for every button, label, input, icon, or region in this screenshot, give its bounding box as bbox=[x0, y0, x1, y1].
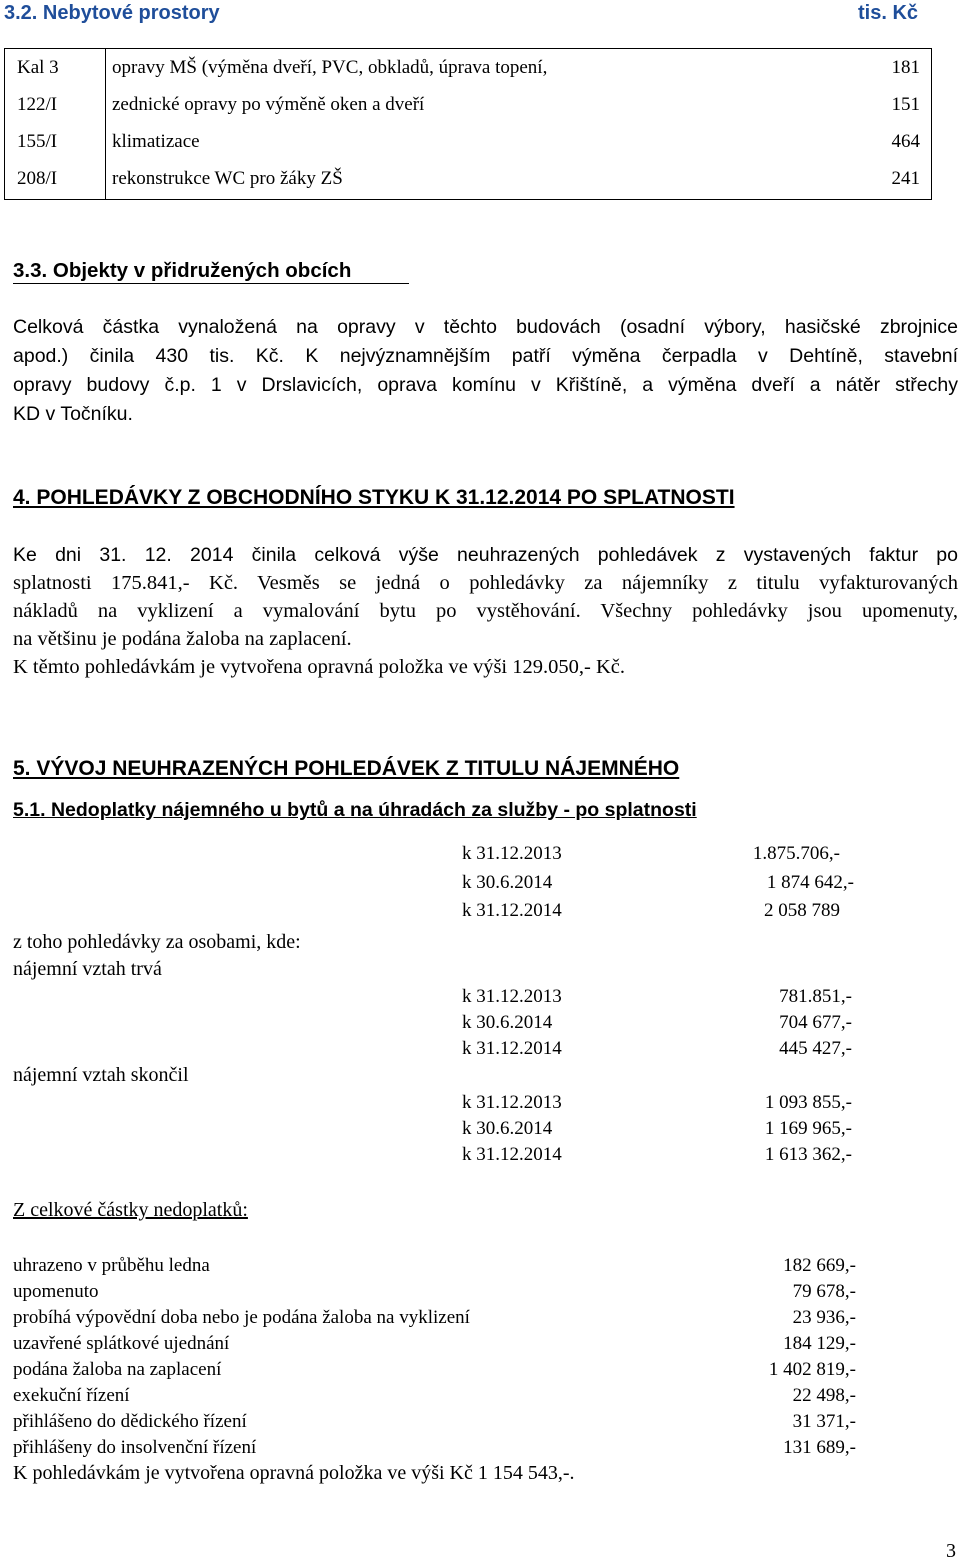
paragraph-line: K těmto pohledávkám je vytvořena opravná položka ve výši 129.050,- Kč. bbox=[13, 656, 625, 678]
section-3-2-title: 3.2. Nebytové prostory bbox=[4, 2, 220, 24]
summary-value: 31 371,- bbox=[792, 1411, 856, 1432]
total-value: 1 874 642,- bbox=[766, 872, 854, 893]
summary-value: 131 689,- bbox=[783, 1437, 856, 1458]
summary-value: 184 129,- bbox=[783, 1333, 856, 1354]
section-3-3-text bbox=[13, 313, 958, 429]
section-3-3-title: 3.3. Objekty v přidružených obcích bbox=[13, 259, 409, 284]
summary-label: upomenuto bbox=[13, 1281, 99, 1302]
row-code: 122/I bbox=[17, 94, 58, 115]
row-description: opravy MŠ (výměna dveří, PVC, obkladů, úprava topení, bbox=[112, 57, 548, 78]
summary-label: přihlášeno do dědického řízení bbox=[13, 1411, 247, 1432]
summary-label: podána žaloba na zaplacení bbox=[13, 1359, 222, 1380]
summary-value: 1 402 819,- bbox=[768, 1359, 856, 1380]
paragraph-line: splatnosti 175.841,- Kč. Vesměs se jedná o pohledávky za nájemníky z titulu vyfakturovaných bbox=[13, 572, 958, 594]
ended-date: k 30.6.2014 bbox=[462, 1118, 553, 1139]
active-value: 781.851,- bbox=[779, 986, 852, 1007]
total-value: 1.875.706,- bbox=[752, 843, 840, 864]
summary-value: 23 936,- bbox=[792, 1307, 856, 1328]
row-description: zednické opravy po výměně oken a dveří bbox=[112, 94, 425, 115]
row-value: 151 bbox=[891, 94, 920, 115]
total-date: k 31.12.2013 bbox=[462, 843, 562, 864]
summary-value: 79 678,- bbox=[792, 1281, 856, 1302]
row-value: 181 bbox=[891, 57, 920, 78]
section-5-title: 5. VÝVOJ NEUHRAZENÝCH POHLEDÁVEK Z TITULU NÁJEMNÉHO bbox=[13, 757, 680, 780]
row-value: 464 bbox=[891, 131, 920, 152]
row-description: rekonstrukce WC pro žáky ZŠ bbox=[112, 168, 343, 189]
unit-label: tis. Kč bbox=[858, 2, 919, 24]
table-row bbox=[5, 49, 931, 85]
table-row bbox=[5, 86, 931, 122]
ended-tenancy-label: nájemní vztah skončil bbox=[13, 1064, 189, 1086]
closing-statement: K pohledávkám je vytvořena opravná položka ve výši Kč 1 154 543,-. bbox=[13, 1462, 575, 1484]
ended-date: k 31.12.2013 bbox=[462, 1092, 562, 1113]
paragraph-line: Ke dni 31. 12. 2014 činila celková výše neuhrazených pohledávek z vystavených faktur po bbox=[13, 544, 958, 566]
repairs-table bbox=[4, 48, 932, 200]
summary-title: Z celkové částky nedoplatků: bbox=[13, 1199, 248, 1221]
ended-value: 1 613 362,- bbox=[764, 1144, 852, 1165]
summary-label: probíhá výpovědní doba nebo je podána žaloba na vyklizení bbox=[13, 1307, 470, 1328]
summary-value: 22 498,- bbox=[792, 1385, 856, 1406]
summary-value: 182 669,- bbox=[783, 1255, 856, 1276]
table-row bbox=[5, 160, 931, 196]
paragraph-line: na většinu je podána žaloba na zaplacení. bbox=[13, 628, 352, 650]
paragraph-line: apod.) činila 430 tis. Kč. K nejvýznamnějším patří výměna čerpadla v Dehtíně, stavební bbox=[13, 345, 958, 367]
page-number: 3 bbox=[946, 1540, 956, 1562]
ended-date: k 31.12.2014 bbox=[462, 1144, 562, 1165]
row-code: 155/I bbox=[17, 131, 58, 152]
paragraph-line: KD v Točníku. bbox=[13, 403, 133, 425]
active-value: 445 427,- bbox=[779, 1038, 852, 1059]
row-code: 208/I bbox=[17, 168, 58, 189]
active-date: k 31.12.2013 bbox=[462, 986, 562, 1007]
summary-label: uzavřené splátkové ujednání bbox=[13, 1333, 230, 1354]
section-5-1-title: 5.1. Nedoplatky nájemného u bytů a na úhradách za služby - po splatnosti bbox=[13, 799, 697, 821]
active-tenancy-label: nájemní vztah trvá bbox=[13, 958, 162, 980]
paragraph-line: opravy budovy č.p. 1 v Drslavicích, oprava komínu v Křištíně, a výměna dveří a nátěr střechy bbox=[13, 374, 958, 396]
section-4-title: 4. POHLEDÁVKY Z OBCHODNÍHO STYKU K 31.12.2014 PO SPLATNOSTI bbox=[13, 486, 735, 509]
active-value: 704 677,- bbox=[779, 1012, 852, 1033]
row-code: Kal 3 bbox=[17, 57, 59, 78]
table-row bbox=[5, 123, 931, 159]
persons-label: z toho pohledávky za osobami, kde: bbox=[13, 931, 301, 953]
paragraph-line: Celková částka vynaložená na opravy v těchto budovách (osadní výbory, hasičské zbrojnice bbox=[13, 316, 958, 338]
summary-label: exekuční řízení bbox=[13, 1385, 130, 1406]
row-value: 241 bbox=[891, 168, 920, 189]
active-date: k 31.12.2014 bbox=[462, 1038, 562, 1059]
section-4-text bbox=[13, 569, 958, 681]
ended-value: 1 169 965,- bbox=[764, 1118, 852, 1139]
paragraph-line: nákladů na vyklizení a vymalování bytu po vystěhování. Všechny pohledávky jsou upomenuty, bbox=[13, 600, 958, 622]
section-4-first-lines bbox=[13, 541, 958, 570]
total-date: k 31.12.2014 bbox=[462, 900, 562, 921]
row-description: klimatizace bbox=[112, 131, 200, 152]
ended-value: 1 093 855,- bbox=[764, 1092, 852, 1113]
total-date: k 30.6.2014 bbox=[462, 872, 553, 893]
summary-label: uhrazeno v průběhu ledna bbox=[13, 1255, 210, 1276]
active-date: k 30.6.2014 bbox=[462, 1012, 553, 1033]
summary-label: přihlášeny do insolvenční řízení bbox=[13, 1437, 257, 1458]
total-value: 2 058 789 bbox=[764, 900, 840, 921]
